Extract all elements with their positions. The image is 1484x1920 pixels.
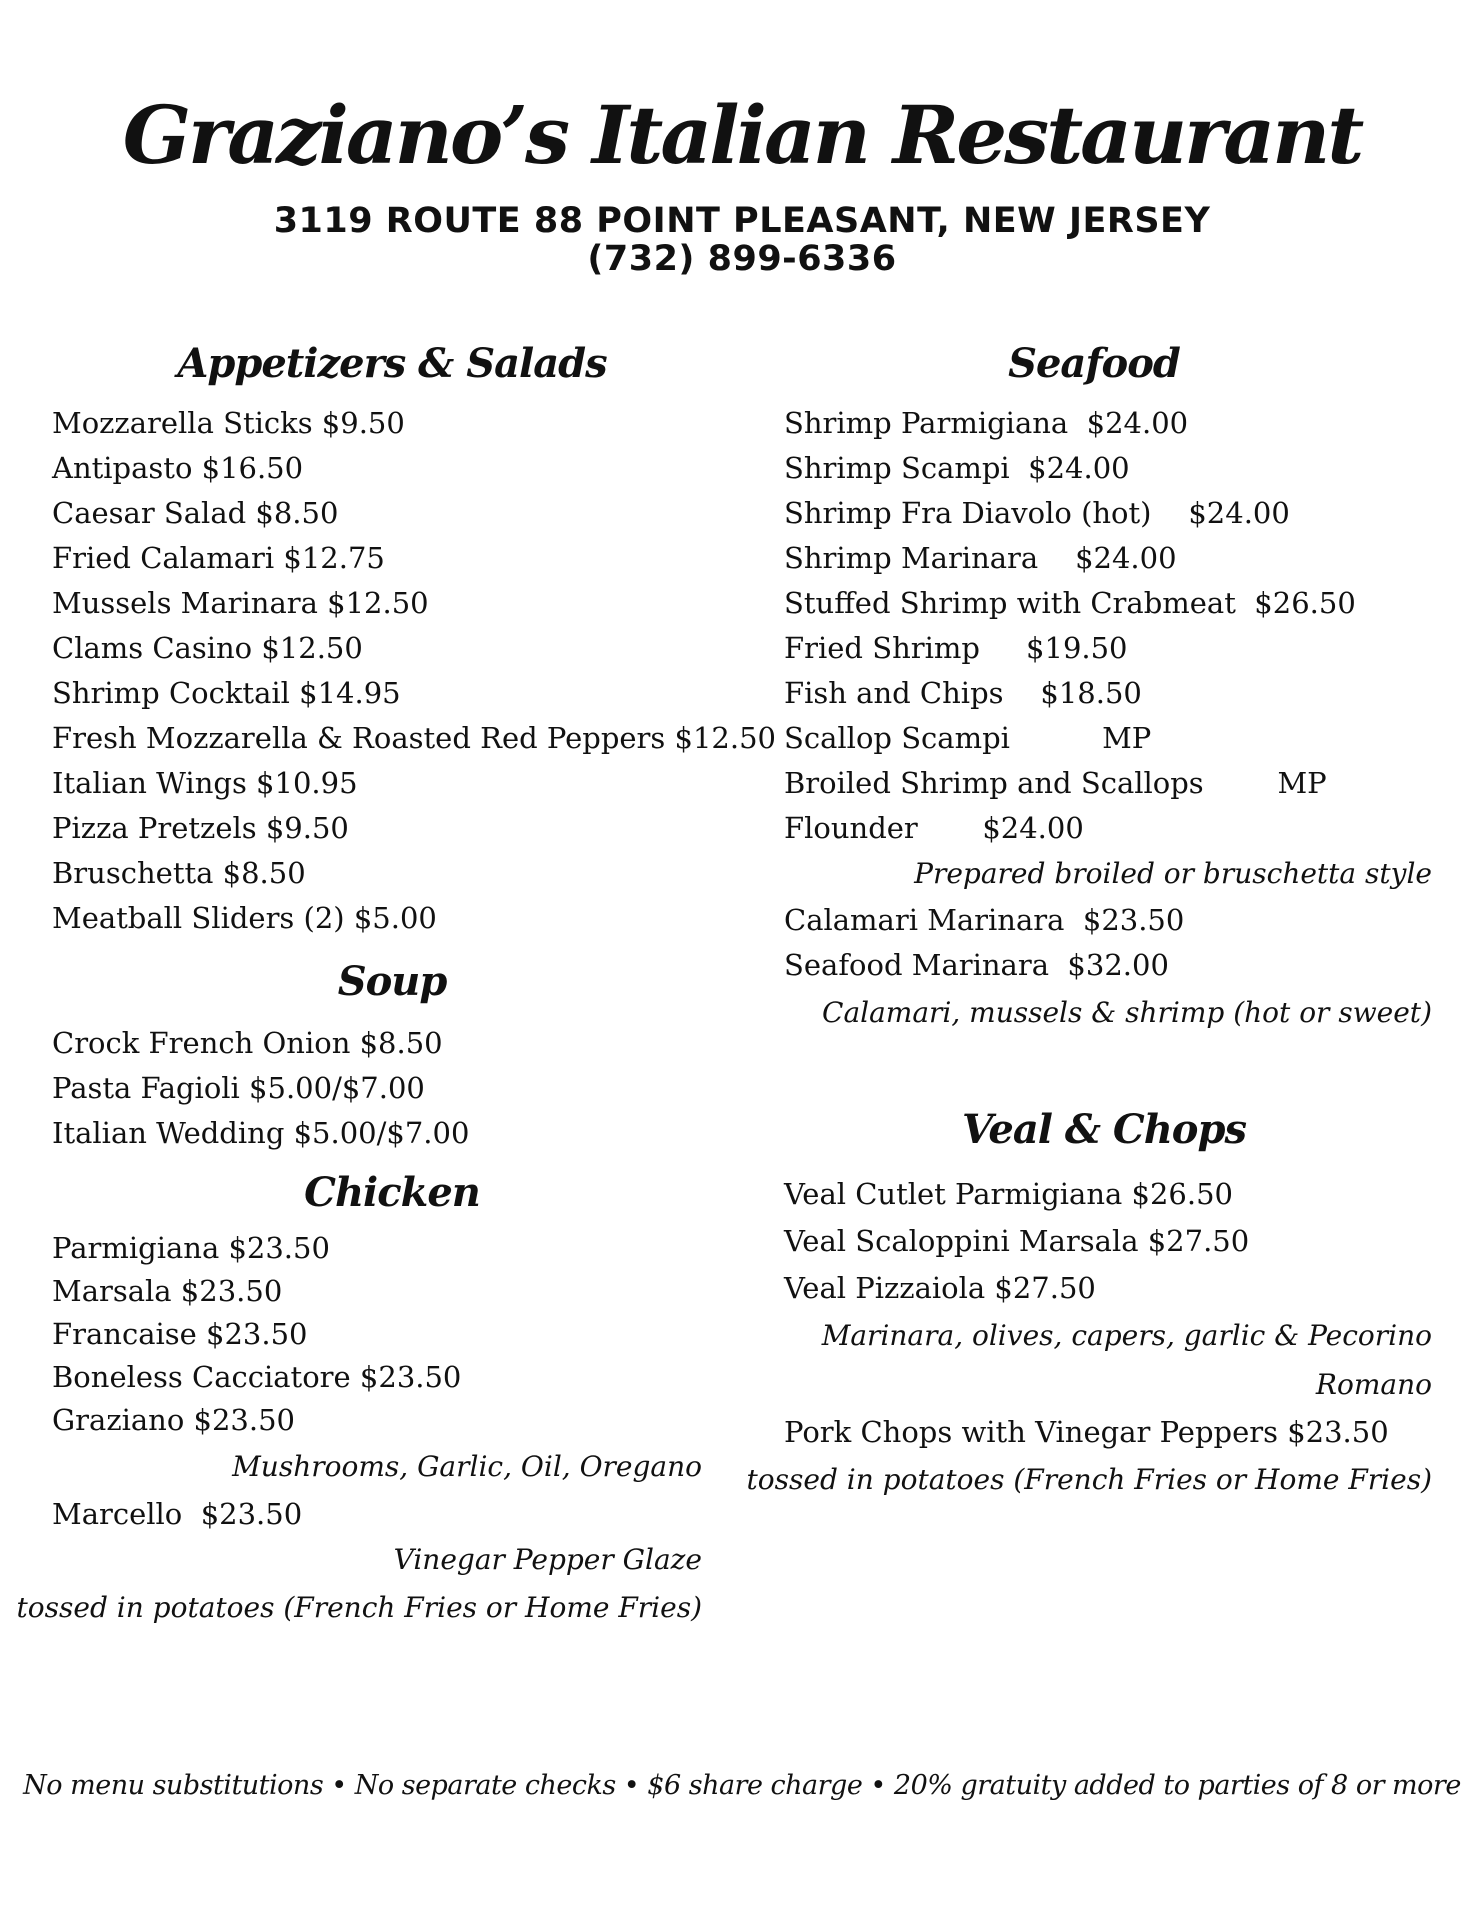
- menu-item: Caesar Salad $8.50: [52, 496, 339, 530]
- menu-item: Shrimp Cocktail $14.95: [52, 676, 401, 710]
- menu-item: Pork Chops with Vinegar Peppers $23.50: [784, 1415, 1389, 1449]
- item-note: Calamari, mussels & shrimp (hot or sweet): [822, 996, 1432, 1029]
- menu-item: Broiled Shrimp and Scallops MP: [784, 766, 1327, 800]
- menu-item: Fried Shrimp $19.50: [784, 631, 1128, 665]
- menu-item: Veal Pizzaiola $27.50: [784, 1271, 1096, 1305]
- menu-item: Italian Wings $10.95: [52, 766, 358, 800]
- item-note: Vinegar Pepper Glaze: [393, 1543, 702, 1576]
- section-heading-veal-chops: Veal & Chops: [962, 1106, 1246, 1153]
- menu-item: Fish and Chips $18.50: [784, 676, 1142, 710]
- section-heading-appetizers: Appetizers & Salads: [177, 340, 607, 387]
- menu-item: Fried Calamari $12.75: [52, 541, 385, 575]
- item-note: tossed in potatoes (French Fries or Home Fries): [746, 1463, 1432, 1496]
- menu-item: Flounder $24.00: [784, 811, 1084, 845]
- restaurant-title: Graziano’s Italian Restaurant: [122, 88, 1362, 182]
- menu-item: Shrimp Fra Diavolo (hot) $24.00: [784, 496, 1290, 530]
- phone-number: (732) 899-6336: [587, 239, 897, 279]
- item-note: Mushrooms, Garlic, Oil, Oregano: [232, 1450, 702, 1483]
- menu-item: Shrimp Parmigiana $24.00: [784, 406, 1189, 440]
- section-heading-soup: Soup: [337, 958, 447, 1005]
- menu-item: Francaise $23.50: [52, 1317, 308, 1351]
- menu-item: Pasta Fagioli $5.00/$7.00: [52, 1071, 425, 1105]
- menu-item: Crock French Onion $8.50: [52, 1026, 443, 1060]
- section-heading-seafood: Seafood: [1008, 340, 1180, 387]
- menu-item: Shrimp Marinara $24.00: [784, 541, 1177, 575]
- menu-item: Calamari Marinara $23.50: [784, 903, 1185, 937]
- menu-item: Shrimp Scampi $24.00: [784, 451, 1130, 485]
- item-note: Romano: [1315, 1368, 1432, 1401]
- menu-item: Meatball Sliders (2) $5.00: [52, 901, 437, 935]
- menu-item: Bruschetta $8.50: [52, 856, 306, 890]
- menu-item: Mussels Marinara $12.50: [52, 586, 429, 620]
- menu-item: Antipasto $16.50: [52, 451, 304, 485]
- item-note: tossed in potatoes (French Fries or Home Fries): [16, 1591, 702, 1624]
- address-line: 3119 ROUTE 88 POINT PLEASANT, NEW JERSEY: [273, 201, 1211, 241]
- menu-item: Italian Wedding $5.00/$7.00: [52, 1116, 470, 1150]
- menu-item: Stuffed Shrimp with Crabmeat $26.50: [784, 586, 1356, 620]
- section-heading-chicken: Chicken: [304, 1169, 480, 1216]
- item-note: Marinara, olives, capers, garlic & Pecorino: [821, 1319, 1432, 1352]
- menu-item: Pizza Pretzels $9.50: [52, 811, 349, 845]
- menu-item: Graziano $23.50: [52, 1403, 295, 1437]
- menu-item: Seafood Marinara $32.00: [784, 948, 1169, 982]
- menu-item: Scallop Scampi MP: [784, 721, 1152, 755]
- menu-item: Boneless Cacciatore $23.50: [52, 1360, 462, 1394]
- menu-item: Parmigiana $23.50: [52, 1231, 330, 1265]
- menu-item: Marsala $23.50: [52, 1274, 283, 1308]
- menu-item: Veal Cutlet Parmigiana $26.50: [784, 1177, 1233, 1211]
- footer-policy-line: No menu substitutions • No separate checks • $6 share charge • 20% gratuity added to parties of 8 or more: [23, 1770, 1461, 1801]
- menu-item: Marcello $23.50: [52, 1497, 303, 1531]
- menu-item: Veal Scaloppini Marsala $27.50: [784, 1224, 1250, 1258]
- menu-item: Clams Casino $12.50: [52, 631, 363, 665]
- item-note: Prepared broiled or bruschetta style: [914, 857, 1432, 890]
- menu-item: Mozzarella Sticks $9.50: [52, 406, 405, 440]
- menu-item: Fresh Mozzarella & Roasted Red Peppers $12.50: [52, 721, 776, 755]
- address-block: [0, 202, 1484, 278]
